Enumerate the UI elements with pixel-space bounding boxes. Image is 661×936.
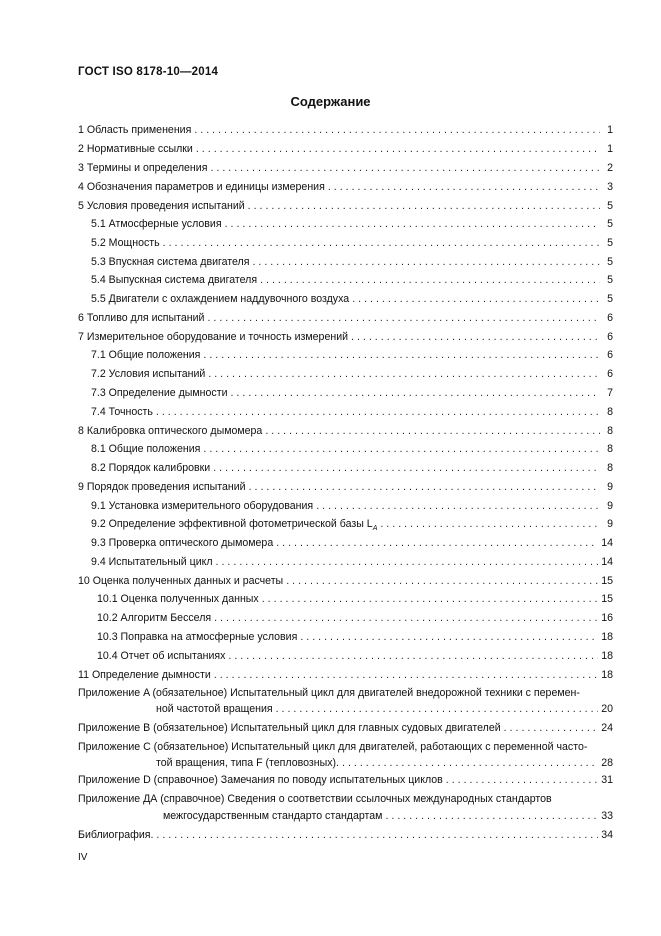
toc-entry-label: 6 Топливо для испытаний <box>78 312 205 324</box>
annex-a-title[interactable]: Приложение A (обязательное) Испытательный цикл для двигателей внедорожной техники с перемен- <box>78 687 580 699</box>
toc-page-number: 2 <box>607 162 613 174</box>
toc-entry-label: 8 Калибровка оптического дымомера <box>78 425 263 437</box>
toc-leader <box>385 810 598 822</box>
toc-entry[interactable] <box>91 462 613 474</box>
toc-entry[interactable] <box>78 143 613 155</box>
toc-entry-subscript: A <box>372 525 378 533</box>
toc-entry[interactable] <box>78 481 613 493</box>
toc-entry-label: 4 Обозначения параметров и единицы измерения <box>78 181 325 193</box>
toc-entry-label: 5.4 Выпускная система двигателя <box>91 274 258 286</box>
toc-entry-label: 2 Нормативные ссылки <box>78 143 193 155</box>
toc-entry-label: 7.2 Условия испытаний <box>91 368 206 380</box>
toc-page-number: 6 <box>607 331 613 343</box>
toc-entry-label: 3 Термины и определения <box>78 162 208 174</box>
toc-leader <box>213 462 600 474</box>
toc-entry-label: Библиография. <box>78 829 154 841</box>
toc-entry-label: 9.3 Проверка оптического дымомера <box>91 537 274 549</box>
toc-leader <box>210 162 600 174</box>
toc-entry-label: 5.3 Впускная система двигателя <box>91 256 250 268</box>
toc-page-number: 1 <box>607 143 613 155</box>
toc-leader <box>380 518 600 530</box>
toc-entry-label: Приложение B (обязательное) Испытательный цикл для главных судовых двигателей <box>78 722 501 734</box>
toc-entry-label: 7.3 Определение дымности <box>91 387 228 399</box>
toc-page-number: 5 <box>607 274 613 286</box>
toc-page-number: 8 <box>607 425 613 437</box>
toc-page-number: 33 <box>601 810 613 822</box>
page-number-footer: IV <box>78 852 88 863</box>
toc-entry-label: 10.4 Отчет об испытаниях <box>97 650 226 662</box>
toc-entry-label: 10.2 Алгоритм Бесселя <box>97 612 212 624</box>
toc-leader <box>260 274 600 286</box>
toc-page-number: 28 <box>601 757 613 769</box>
annex-d-entry[interactable] <box>78 774 613 786</box>
toc-leader <box>276 537 598 549</box>
toc-entry-label: 7 Измерительное оборудование и точность измерений <box>78 331 349 343</box>
document-header: ГОСТ ISO 8178-10—2014 <box>78 66 219 78</box>
toc-entry[interactable] <box>91 443 613 455</box>
toc-leader <box>262 593 598 605</box>
toc-entry-label: 1 Область применения <box>78 124 192 136</box>
toc-entry-label: Приложение D (справочное) Замечания по поводу испытательных циклов <box>78 774 443 786</box>
toc-entry-label: межгосударственным стандарто стандартам <box>163 810 383 822</box>
toc-leader <box>156 829 598 841</box>
toc-entry-label-text: 9.2 Определение эффективной фотометрической базы L <box>91 518 373 530</box>
toc-page-number: 1 <box>607 124 613 136</box>
toc-page-number: 20 <box>601 703 613 715</box>
toc-entry[interactable] <box>78 575 613 587</box>
toc-leader <box>230 387 600 399</box>
annex-b-entry[interactable] <box>78 722 613 734</box>
toc-page-number: 5 <box>607 256 613 268</box>
toc-entry-label: 5.5 Двигатели с охлаждением наддувочного воздуха <box>91 293 350 305</box>
toc-leader <box>216 556 599 568</box>
toc-leader <box>207 312 600 324</box>
toc-entry[interactable] <box>78 312 613 324</box>
toc-entry[interactable] <box>97 631 613 643</box>
toc-leader <box>342 757 598 769</box>
toc-entry[interactable] <box>78 200 613 212</box>
toc-leader <box>196 143 600 155</box>
toc-entry[interactable] <box>78 124 613 136</box>
toc-leader <box>156 406 600 418</box>
toc-page-number: 7 <box>607 387 613 399</box>
toc-entry[interactable] <box>91 349 613 361</box>
toc-page-number: 6 <box>607 312 613 324</box>
toc-leader <box>248 200 600 212</box>
toc-page-number: 9 <box>607 481 613 493</box>
toc-leader <box>300 631 598 643</box>
toc-leader <box>228 650 598 662</box>
toc-leader <box>316 500 600 512</box>
toc-leader <box>194 124 600 136</box>
toc-page-number: 3 <box>607 181 613 193</box>
toc-page-number: 8 <box>607 406 613 418</box>
toc-entry[interactable] <box>78 181 613 193</box>
toc-entry-label: 8.2 Порядок калибровки <box>91 462 211 474</box>
annex-c-title[interactable]: Приложение C (обязательное) Испытательный цикл для двигателей, работающих с переменной часто- <box>78 741 588 753</box>
toc-page-number: 9 <box>607 518 613 530</box>
toc-leader <box>252 256 600 268</box>
toc-leader <box>203 443 600 455</box>
toc-entry-label: 5 Условия проведения испытаний <box>78 200 245 212</box>
toc-leader <box>208 368 600 380</box>
toc-entry[interactable] <box>91 556 613 568</box>
toc-leader <box>276 703 599 715</box>
toc-leader <box>446 774 598 786</box>
toc-leader <box>203 349 600 361</box>
toc-entry[interactable] <box>78 162 613 174</box>
toc-entry-label: 9.1 Установка измерительного оборудования <box>91 500 314 512</box>
toc-page-number: 6 <box>607 368 613 380</box>
toc-entry[interactable] <box>78 331 613 343</box>
toc-page-number: 15 <box>601 593 613 605</box>
page-title: Содержание <box>290 94 371 109</box>
toc-entry[interactable] <box>91 256 613 268</box>
toc-page-number: 18 <box>601 669 613 681</box>
toc-entry[interactable] <box>91 218 613 230</box>
toc-entry-label: ной частотой вращения <box>156 703 273 715</box>
annex-a-entry[interactable] <box>156 703 613 715</box>
toc-leader <box>265 425 600 437</box>
toc-page-number: 34 <box>601 829 613 841</box>
toc-leader <box>328 181 600 193</box>
annex-c-entry[interactable] <box>156 757 613 769</box>
toc-page-number: 18 <box>601 650 613 662</box>
toc-entry[interactable] <box>91 537 613 549</box>
toc-page-number: 5 <box>607 237 613 249</box>
toc-page-number: 5 <box>607 293 613 305</box>
toc-entry[interactable] <box>91 406 613 418</box>
toc-entry-label: 7.1 Общие положения <box>91 349 201 361</box>
toc-page-number: 8 <box>607 443 613 455</box>
toc-entry[interactable] <box>91 293 613 305</box>
toc-page-number: 5 <box>607 200 613 212</box>
toc-entry[interactable] <box>97 612 613 624</box>
toc-entry[interactable] <box>91 387 613 399</box>
toc-entry-label: 9 Порядок проведения испытаний <box>78 481 246 493</box>
toc-entry[interactable] <box>78 669 613 681</box>
toc-entry-label <box>91 518 377 535</box>
toc-entry-label: 5.1 Атмосферные условия <box>91 218 222 230</box>
toc-page-number: 5 <box>607 218 613 230</box>
toc-leader <box>214 612 598 624</box>
toc-entry[interactable] <box>91 274 613 286</box>
toc-entry-label: 7.4 Точность <box>91 406 153 418</box>
toc-entry-label: 9.4 Испытательный цикл <box>91 556 213 568</box>
toc-page-number: 31 <box>601 774 613 786</box>
toc-page-number: 14 <box>601 537 613 549</box>
toc-page-number: 6 <box>607 349 613 361</box>
toc-page-number: 8 <box>607 462 613 474</box>
annex-da-title[interactable]: Приложение ДА (справочное) Сведения о соответствии ссылочных международных стандартов <box>78 793 552 805</box>
toc-page-number: 16 <box>601 612 613 624</box>
toc-leader <box>351 331 600 343</box>
toc-entry-label: 11 Определение дымности <box>78 669 211 681</box>
toc-leader <box>504 722 599 734</box>
toc-entry[interactable] <box>91 237 613 249</box>
toc-leader <box>286 575 598 587</box>
toc-entry[interactable] <box>91 368 613 380</box>
toc-page-number: 18 <box>601 631 613 643</box>
toc-entry[interactable] <box>91 518 613 535</box>
toc-entry[interactable] <box>78 425 613 437</box>
toc-page-number: 15 <box>601 575 613 587</box>
toc-page-number: 14 <box>601 556 613 568</box>
toc-leader <box>225 218 600 230</box>
toc-entry[interactable] <box>91 500 613 512</box>
toc-entry-label: 10 Оценка полученных данных и расчеты <box>78 575 284 587</box>
toc-leader <box>249 481 600 493</box>
toc-entry[interactable] <box>97 593 613 605</box>
bibliography-entry[interactable] <box>78 829 613 841</box>
annex-da-entry[interactable] <box>163 810 613 822</box>
toc-leader <box>352 293 600 305</box>
toc-page-number: 9 <box>607 500 613 512</box>
toc-entry-label: 10.1 Оценка полученных данных <box>97 593 259 605</box>
toc-leader <box>163 237 600 249</box>
toc-entry-label: той вращения, типа F (тепловозных). <box>156 757 339 769</box>
toc-entry-label: 8.1 Общие положения <box>91 443 201 455</box>
toc-entry-label: 10.3 Поправка на атмосферные условия <box>97 631 298 643</box>
toc-leader <box>214 669 598 681</box>
toc-page-number: 24 <box>601 722 613 734</box>
toc-entry-label: 5.2 Мощность <box>91 237 160 249</box>
toc-entry[interactable] <box>97 650 613 662</box>
